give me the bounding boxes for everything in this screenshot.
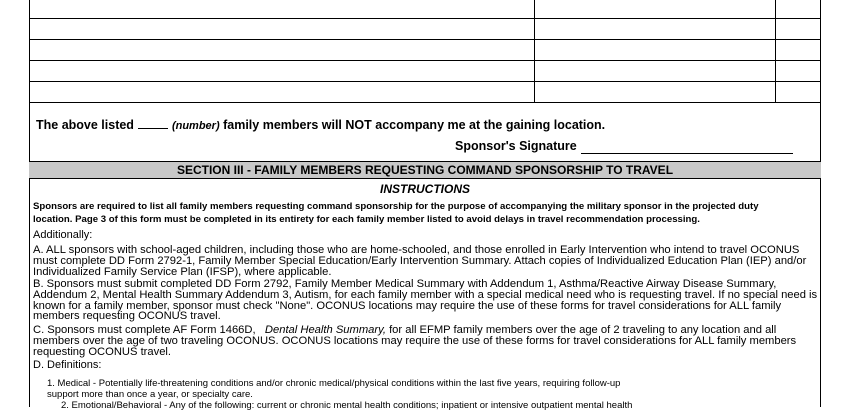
age-cell[interactable] <box>776 0 821 19</box>
table-row <box>30 82 821 103</box>
paragraph-a: A. ALL sponsors with school-aged children, including those who are home-schooled, and those enrolled in Early Intervention who intend to travel OCONUS must complete DD Form 2792-1, Family Member Special Education/Early Intervention Summary. Attach copies of Individualized Education Plan (IEP) and/or Individualized Family Service Plan (IFSP), where applicable. <box>33 244 807 278</box>
age-cell[interactable] <box>776 61 821 82</box>
para-c-text-continued: for all EFMP family members over the age of 2 traveling to any location and all members over the age of two traveling OCONUS. OCONUS locations may require the use of these forms for travel considerations for ALL family members requesting OCONUS travel. <box>33 324 797 358</box>
instructions-title: INSTRUCTIONS <box>380 182 470 196</box>
number-blank-field[interactable] <box>138 118 168 129</box>
relationship-cell[interactable] <box>535 19 776 40</box>
dental-health-summary-title: Dental Health Summary, <box>264 324 386 336</box>
definitions-heading: D. Definitions: <box>33 359 102 371</box>
table-row <box>30 61 821 82</box>
para-c-text: C. Sponsors must complete AF Form 1466D, <box>33 324 256 336</box>
above-listed-prefix: The above listed <box>36 118 134 132</box>
family-member-table <box>29 0 821 103</box>
table-row <box>30 19 821 40</box>
relationship-cell[interactable] <box>535 0 776 19</box>
name-cell[interactable] <box>30 61 535 82</box>
table-row <box>30 40 821 61</box>
paragraph-c <box>33 325 819 357</box>
table-row <box>30 0 821 19</box>
name-cell[interactable] <box>30 0 535 19</box>
paragraph-b: B. Sponsors must submit completed DD Form 2792, Family Member Medical Summary with Addendum 1, Asthma/Reactive Airway Disease Summary, Addendum 2, Mental Health Summary Addendum 3, Autism, for each family member with a special medical need who is requesting travel. If no special need is known for a family member, sponsor must check "None". OCONUS locations may require the use of these forms for travel considerations for ALL family members requesting OCONUS travel. <box>33 278 818 323</box>
definition-line: support more than once a year, or specialty care. <box>47 388 253 400</box>
definition-1-medical <box>47 379 620 400</box>
relationship-cell[interactable] <box>535 40 776 61</box>
sponsor-signature-label: Sponsor's Signature <box>455 139 577 153</box>
section-3-title: SECTION III - FAMILY MEMBERS REQUESTING COMMAND SPONSORSHIP TO TRAVEL <box>29 161 821 179</box>
above-listed-statement <box>36 118 605 132</box>
name-cell[interactable] <box>30 19 535 40</box>
above-listed-suffix: family members will NOT accompany me at the gaining location. <box>223 118 606 132</box>
relationship-cell[interactable] <box>535 82 776 103</box>
age-cell[interactable] <box>776 40 821 61</box>
definition-2-emotional: 2. Emotional/Behavioral - Any of the following: current or chronic mental health conditions; inpatient or intensive outpatient mental health <box>61 400 633 411</box>
intro-line: location. Page 3 of this form must be completed in its entirety for each family member listed to avoid delays in travel recommendation processing. <box>33 213 700 225</box>
additionally-label: Additionally: <box>33 229 93 241</box>
name-cell[interactable] <box>30 40 535 61</box>
age-cell[interactable] <box>776 19 821 40</box>
sponsor-signature-field[interactable] <box>581 153 793 154</box>
intro-line: Sponsors are required to list all family members requesting command sponsorship for the purpose of accompanying the military sponsor in the projected duty <box>33 201 759 212</box>
age-cell[interactable] <box>776 82 821 103</box>
name-cell[interactable] <box>30 82 535 103</box>
definition-line: 1. Medical - Potentially life-threatening conditions and/or chronic medical/physical conditions within the last five years, requiring follow-up <box>47 378 621 389</box>
number-hint: (number) <box>171 120 220 132</box>
instructions-intro <box>33 201 759 226</box>
relationship-cell[interactable] <box>535 61 776 82</box>
